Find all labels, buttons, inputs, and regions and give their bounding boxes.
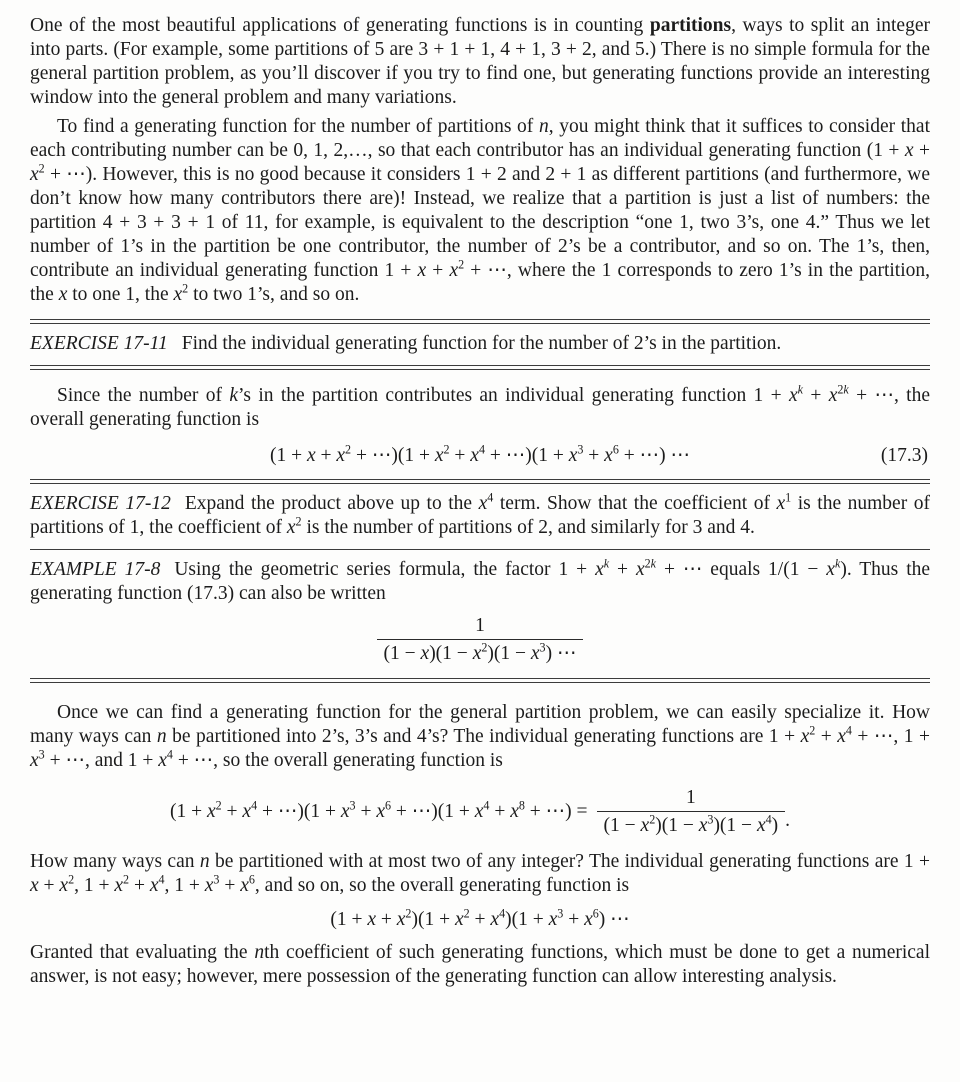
- equation-specialized-fraction: [597, 786, 786, 838]
- exercise-17-11-label: EXERCISE 17-11: [30, 333, 168, 354]
- equation-specialized-period: .: [785, 810, 791, 831]
- fraction-denominator: $(1 - x)(1 - x^2)(1 - x^3)$ ⋯: [377, 639, 584, 666]
- divider-double-end-example: [30, 678, 930, 683]
- exercise-17-11-block: [30, 324, 930, 365]
- exercise-17-11-text: Find the individual generating function for the number of 2’s in the partition.: [181, 333, 782, 354]
- display-fraction-partition-gf: [30, 614, 930, 666]
- example-17-8-label: EXAMPLE 17-8: [30, 559, 161, 580]
- paragraph-to-find: To find a generating function for the number of partitions of n, you might think that it suffices to consider that each contributing number can be 0, 1, 2,…, so that each contributor has an individual generating function ($1 + x + x^2$ + ⋯). However, this is no good because it considers 1 + 2 and 2 + 1 as different partitions (and furthermore, we don’t know how many contributors there are)! Instead, we realize that a partition is just a list of numbers: the partition 4 + 3 + 3 + 1 of 11, for example, is equivalent to the description “one 1, two 3’s, one 4.” Thus we let number of 1’s in the partition be one contributor, the number of 2’s be a contributor, and so on. The 1’s, then, contribute an individual generating function $1 + x + x^2$ + ⋯, where the 1 corresponds to zero 1’s in the partition, the x to one 1, the $x^2$ to two 1’s, and so on.: [30, 116, 930, 305]
- equation-specialized-denominator: $(1 - x^2)(1 - x^3)(1 - x^4)$: [597, 811, 786, 838]
- equation-specialized-lhs: ($1 + x^2 + x^4$ + ⋯)(1 + $x^3 + x^6$ + ⋯)(1 + $x^4 + x^8$ + ⋯) =: [169, 798, 588, 822]
- paragraph-intro: One of the most beautiful applications of generating functions is in counting partitions, ways to split an integer into parts. (For example, some partitions of 5 are 3 + 1 + 1, 4 + 1, 3 + 2, and 5.) There is no simple formula for the general partition problem, as you’ll discover if you try to find one, but generating functions provide an interesting window into the general problem and many variations.: [30, 15, 930, 108]
- fraction: [377, 614, 584, 666]
- paragraph-since: Since the number of k’s in the partition contributes an individual generating function $1 + x^k + x^{2k}$ + ⋯, the overall generating function is: [30, 382, 930, 430]
- exercise-17-12-text: Expand the product above up to the $x^4$ term. Show that the coefficient of $x^1$ is the number of partitions of 1, the coefficient of $x^2$ is the number of partitions of 2, and similarly for 3 and 4.: [30, 490, 930, 538]
- equation-17-3-body: ($1 + x + x^2$ + ⋯)(1 + $x^2 + x^4$ + ⋯)(1 + $x^3 + x^6$ + ⋯) ⋯: [269, 442, 690, 466]
- equation-specialized-numerator: 1: [685, 787, 696, 808]
- equation-specialized: [30, 786, 930, 838]
- example-17-8-text: Using the geometric series formula, the factor $1 + x^k + x^{2k}$ + ⋯ equals $1/(1 - x^k)$. Thus the generating function (17.3) can also be written: [30, 556, 931, 604]
- exercise-17-12-label: EXERCISE 17-12: [30, 493, 171, 514]
- equation-at-most-two: $(1 + x + x^2)(1 + x^2 + x^4)(1 + x^3 + x^6)$ ⋯: [330, 906, 630, 930]
- paragraph-how-many-at-most-two: How many ways can n be partitioned with at most two of any integer? The individual generating functions are $1 + x + x^2$, $1 + x^2 + x^4$, $1 + x^3 + x^6$, and so on, so the overall generating function is: [30, 851, 930, 896]
- equation-17-3: [30, 444, 930, 468]
- paragraph-once-specialize: Once we can find a generating function for the general partition problem, we can easily specialize it. How many ways can n be partitioned into 2’s, 3’s and 4’s? The individual generating functions are $1 + x^2 + x^4$ + ⋯, $1 + x^3$ + ⋯, and $1 + x^4$ + ⋯, so the overall generating function is: [30, 702, 930, 771]
- divider-double-bottom-exercise-17-11: [30, 365, 930, 370]
- divider-double-top-exercise-17-12: [30, 479, 930, 484]
- divider-single-above-example-17-8: [30, 549, 930, 550]
- paragraph-granted: Granted that evaluating the nth coefficient of such generating functions, which must be done to get a numerical answer, is not easy; however, mere possession of the generating function can allow interesting analysis.: [30, 942, 930, 987]
- fraction-numerator: 1: [475, 615, 485, 636]
- example-17-8-block: [30, 558, 930, 606]
- exercise-17-12-block: [30, 492, 930, 540]
- equation-17-3-number: (17.3): [880, 445, 928, 466]
